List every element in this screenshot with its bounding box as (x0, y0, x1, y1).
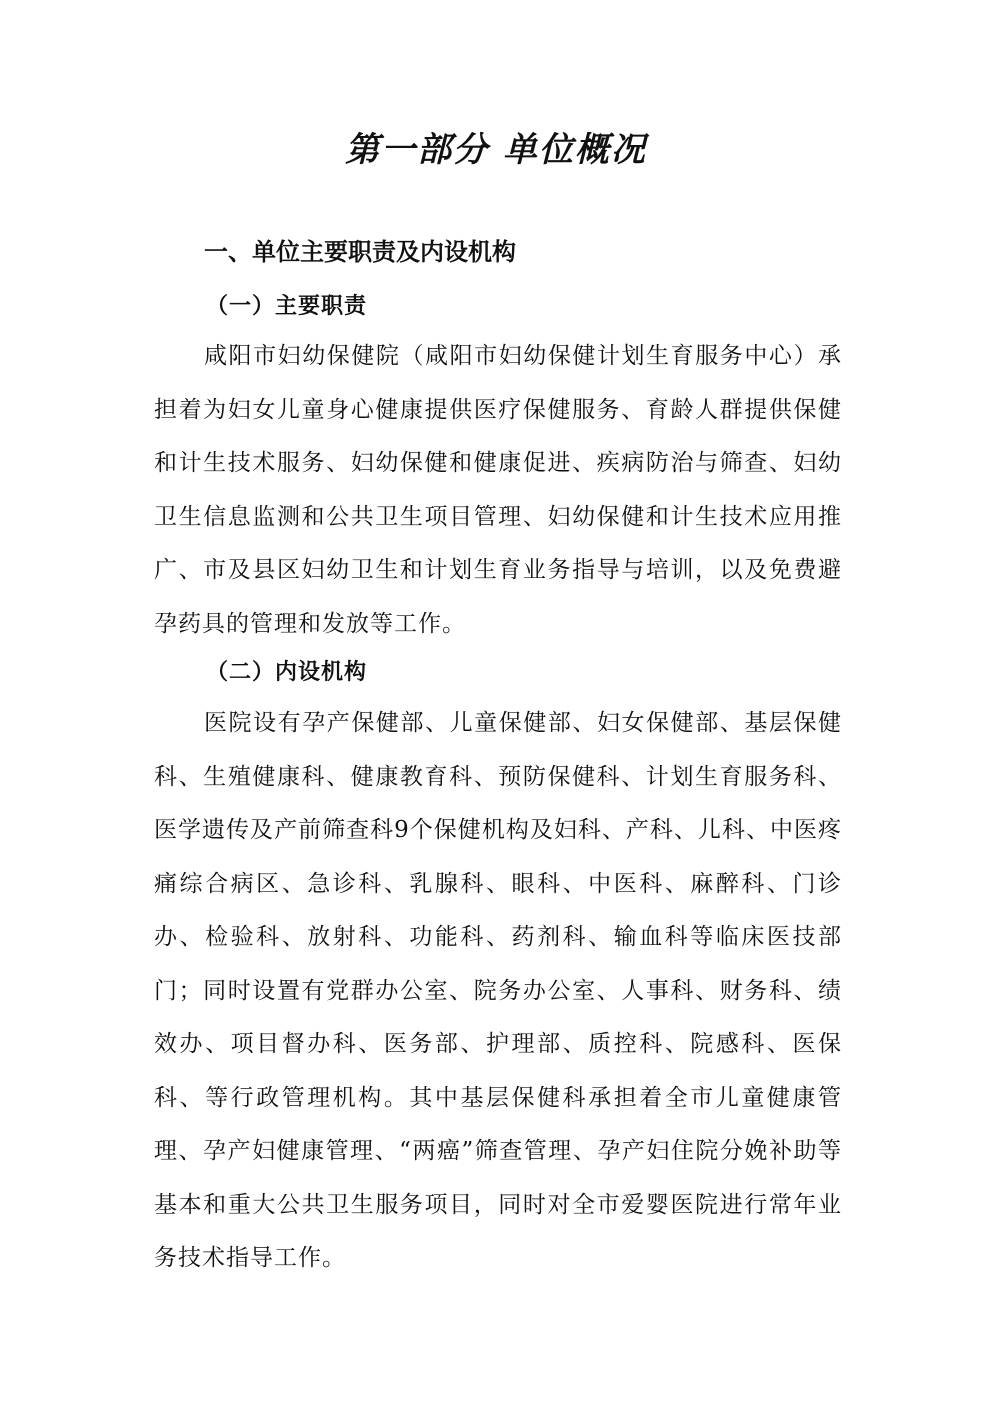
subsection-heading-internal-departments: （二）内设机构 (206, 659, 368, 685)
paragraph-main-responsibilities: 咸阳市妇幼保健院（咸阳市妇幼保健计划生育服务中心）承担着为妇女儿童身心健康提供医疗保健服务、育龄人群提供保健和计生技术服务、妇幼保健和健康促进、疾病防治与筛查、妇幼卫生信息监测和公共卫生项目管理、妇幼保健和计生技术应用推广、市及县区妇幼卫生和计划生育业务指导与培训，以及免费避孕药具的管理和发放等工作。 (154, 343, 842, 637)
subsection-heading-main-responsibilities: （一）主要职责 (206, 293, 368, 319)
paragraph-internal-departments: 医院设有孕产保健部、儿童保健部、妇女保健部、基层保健科、生殖健康科、健康教育科、预防保健科、计划生育服务科、医学遗传及产前筛查科9个保健机构及妇科、产科、儿科、中医疼痛综合病区、急诊科、乳腺科、眼科、中医科、麻醉科、门诊办、检验科、放射科、功能科、药剂科、输血科等临床医技部门；同时设置有党群办公室、院务办公室、人事科、财务科、绩效办、项目督办科、医务部、护理部、质控科、院感科、医保科、等行政管理机构。其中基层保健科承担着全市儿童健康管理、孕产妇健康管理、“两癌”筛查管理、孕产妇住院分娩补助等基本和重大公共卫生服务项目，同时对全市爱婴医院进行常年业务技术指导工作。 (154, 710, 842, 1271)
page-title: 第一部分 单位概况 (345, 130, 647, 170)
section-heading-responsibilities-and-structure: 一、单位主要职责及内设机构 (204, 238, 516, 266)
